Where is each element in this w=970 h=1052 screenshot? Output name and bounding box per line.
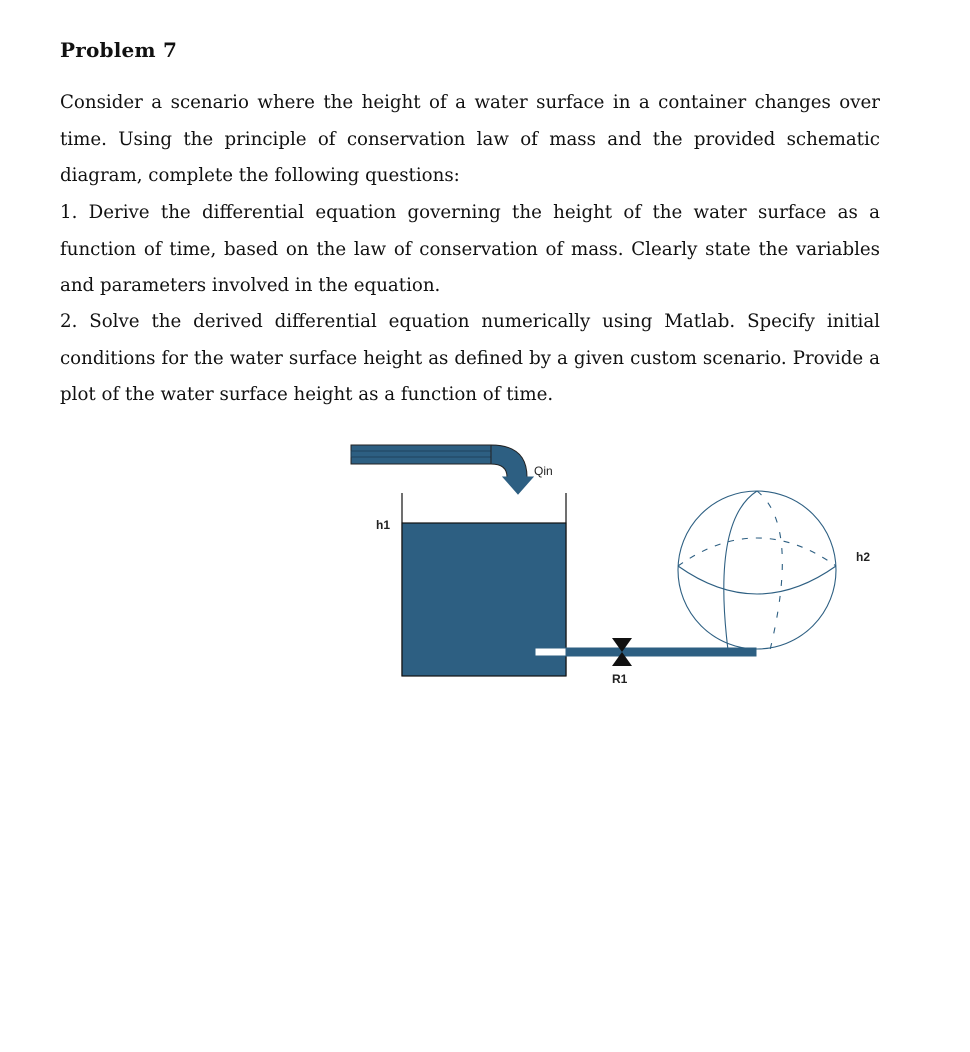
inflow-pipe-body <box>351 446 527 496</box>
inflow-pipe-elbow <box>491 445 527 477</box>
sphere-tank <box>678 491 836 650</box>
sphere-equator-back <box>678 538 836 566</box>
outlet-pipe <box>535 648 756 656</box>
inflow-arrow-head <box>503 477 533 494</box>
tank-1 <box>402 493 566 676</box>
tank-1-water <box>402 523 566 676</box>
intro-text: Consider a scenario where the height of a water surface in a container changes over time. Using the principle of conservation law of mass and the provided schematic diagram, complete the following questions: <box>60 92 880 187</box>
inflow-pipe <box>351 445 533 496</box>
question-2-text: 2. Solve the derived differential equation numerically using Matlab. Specify initial conditions for the water surface height as defined by a given custom scenario. Provide a plot of the water surface height as a function of time. <box>60 311 880 406</box>
sphere-meridian-front <box>724 491 757 650</box>
question-2 <box>60 304 880 414</box>
problem-title: Problem 7 <box>60 38 178 62</box>
sphere-meridian-back <box>757 491 782 650</box>
problem-intro <box>60 85 880 195</box>
inflow-pipe-inner-line <box>351 451 491 457</box>
sphere-equator-front <box>678 566 836 594</box>
sphere-outline <box>678 491 836 649</box>
valve-bottom-triangle <box>612 652 632 666</box>
valve-r1 <box>612 638 632 666</box>
valve-top-triangle <box>612 638 632 652</box>
valve-label: R1 <box>612 672 628 686</box>
question-1 <box>60 195 880 305</box>
sphere-tank-label: h2 <box>856 550 871 564</box>
inflow-label: Qin <box>534 464 553 478</box>
tank-1-label: h1 <box>376 518 391 532</box>
outlet-pipe-stub <box>535 648 566 656</box>
inflow-pipe-horizontal <box>351 445 491 464</box>
outlet-pipe-body <box>566 648 756 656</box>
question-1-text: 1. Derive the differential equation governing the height of the water surface as a function of time, based on the law of conservation of mass. Clearly state the variables and parameters involved in the equation. <box>60 202 880 297</box>
